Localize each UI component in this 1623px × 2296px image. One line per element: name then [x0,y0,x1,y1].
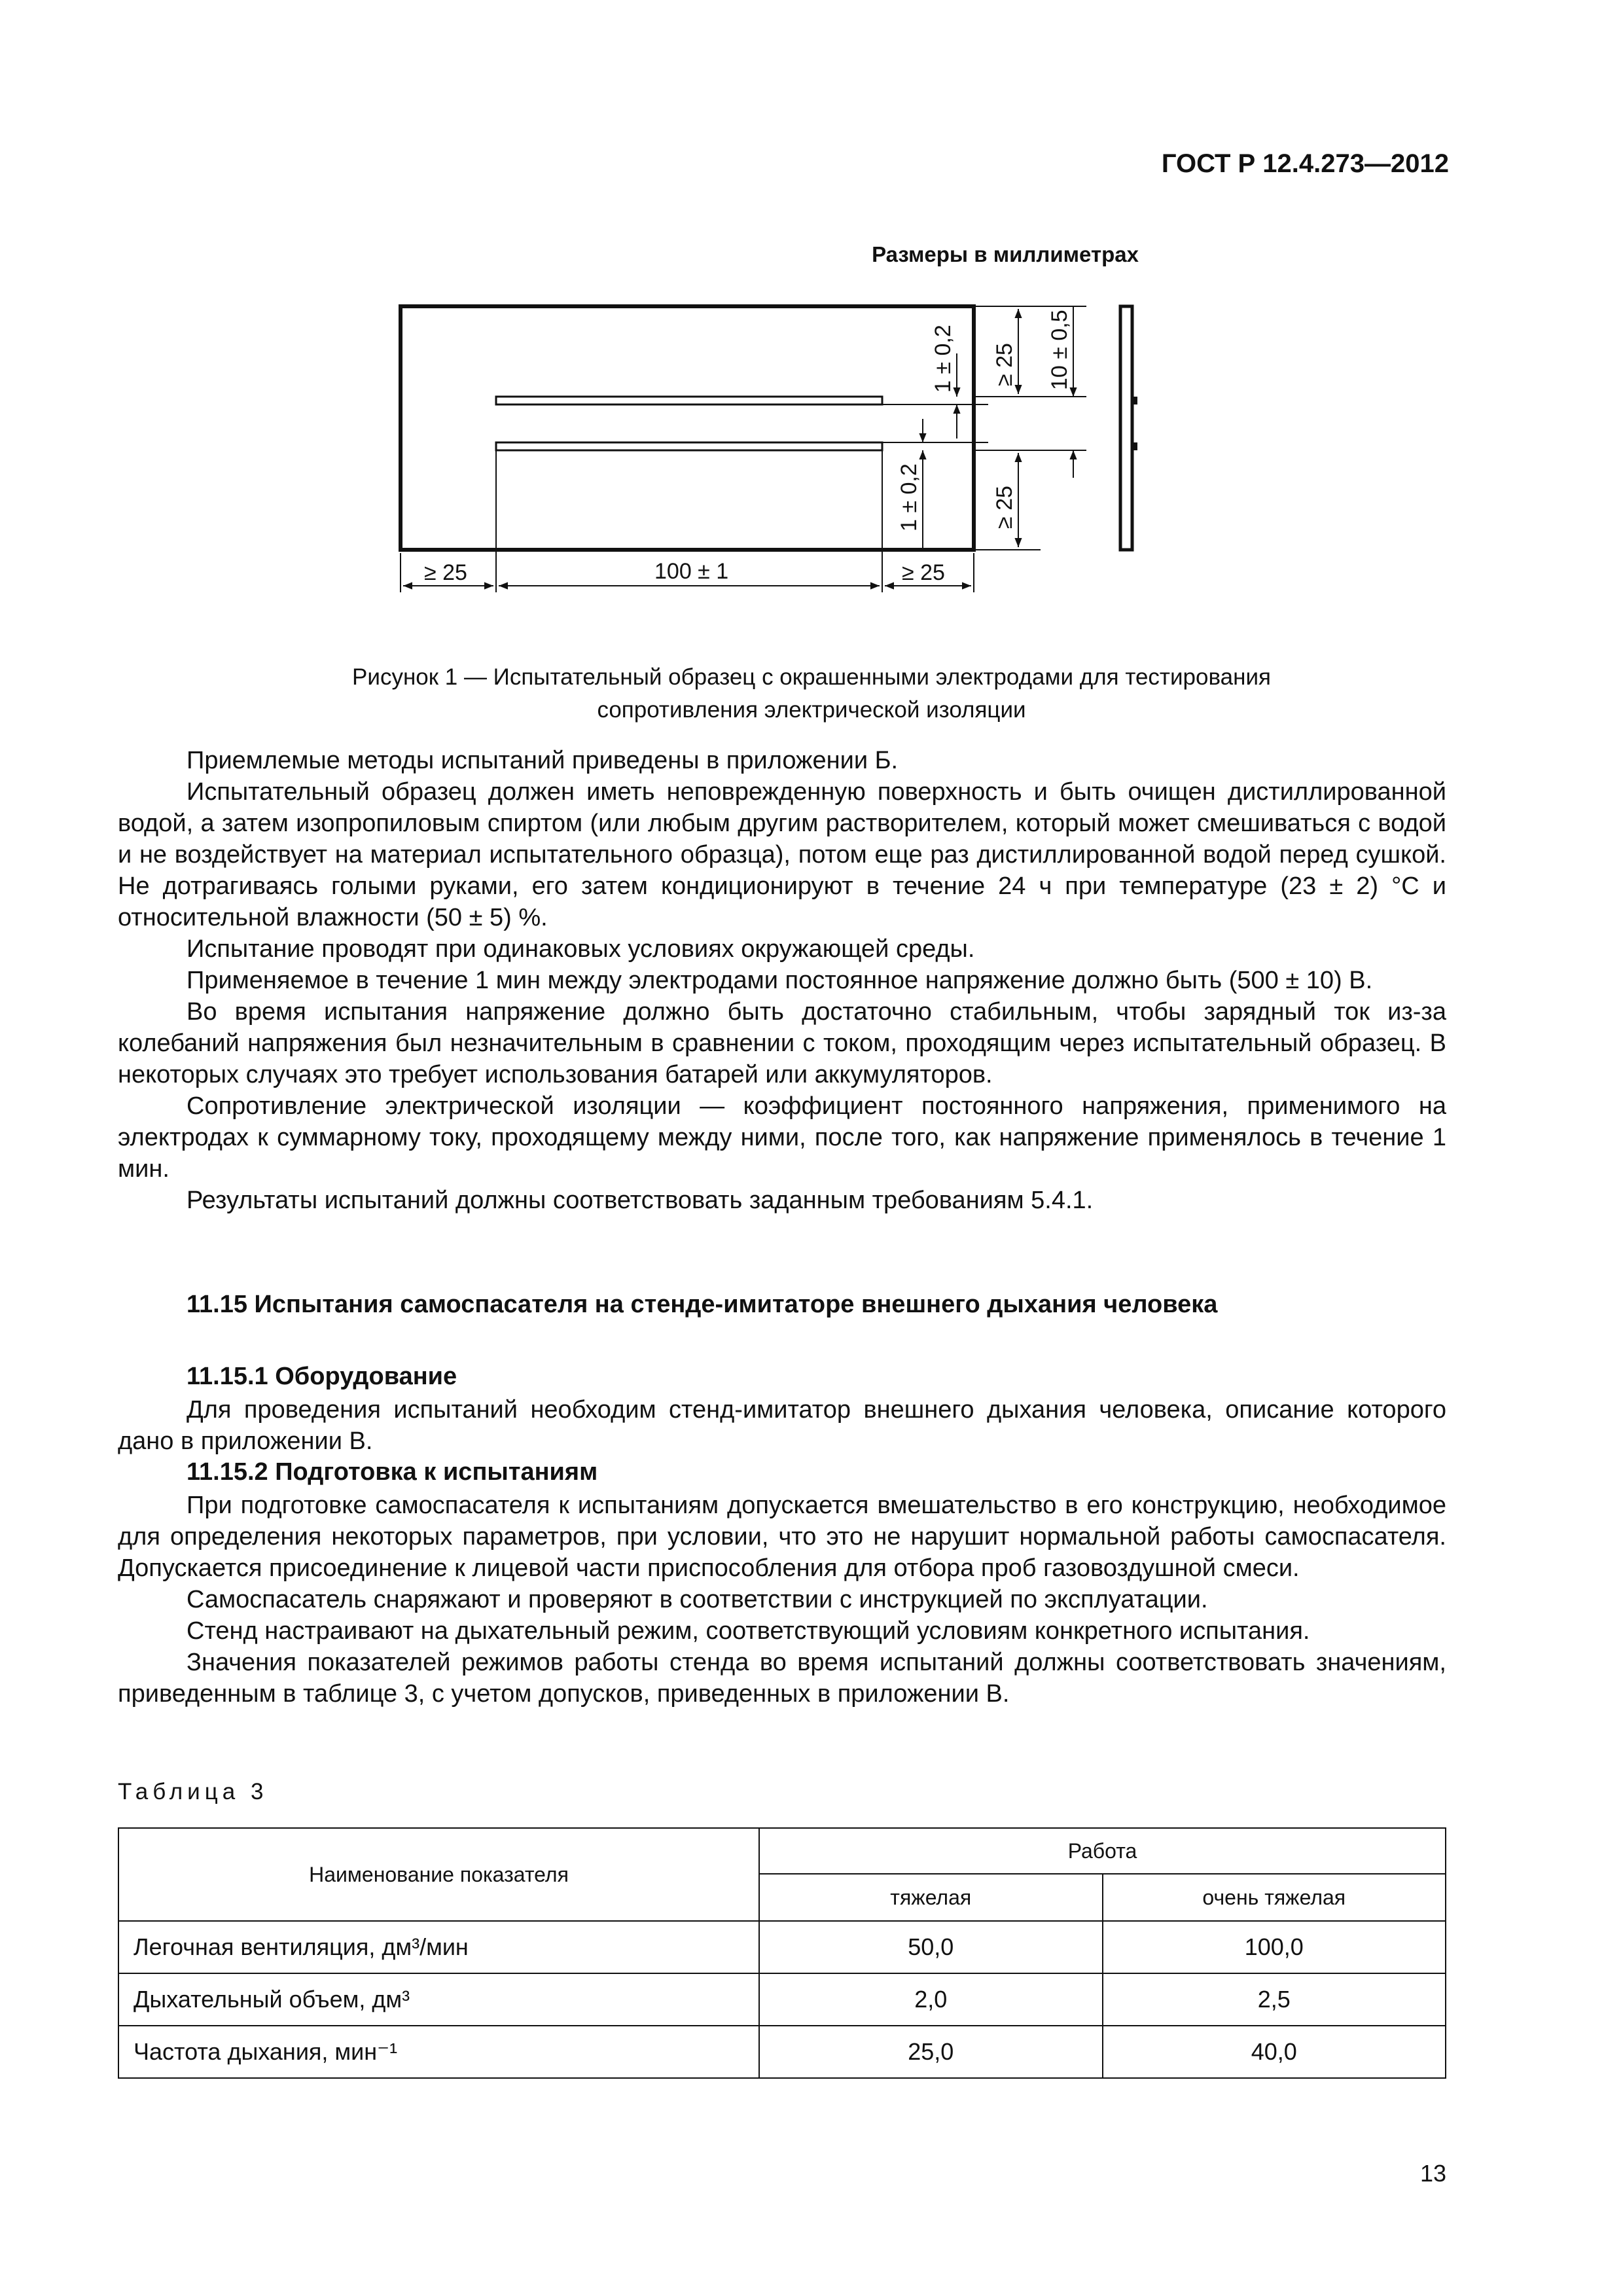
body-text-methods [118,745,1446,1216]
electrode-bottom [496,442,882,450]
dim-gap-top-label: 1 ± 0,2 [931,325,955,393]
subsection-text-11-15-2 [118,1490,1446,1710]
header-very-heavy: очень тяжелая [1103,1874,1446,1921]
paragraph: Результаты испытаний должны соответствовать заданным требованиям 5.4.1. [187,1187,1094,1214]
paragraph: Испытательный образец должен иметь неповрежденную поверхность и быть очищен дистиллированной водой, а затем изопропиловым спиртом (или любым другим растворителем, который может смешиваться с водой и не воздействует на материал испытательного образца), потом еще раз дистиллированной водой перед сушкой. Не дотрагиваясь голыми руками, его затем кондиционируют в течение 24 ч при температуре (23 ± 2) °С и относительной влажности (50 ± 5) %. [118,778,1446,931]
table-row [118,1921,1446,1973]
specimen-drawing [0,0,1623,655]
row-heavy-value: 25,0 [759,2026,1102,2078]
row-name: Дыхательный объем, дм³ [118,1973,759,2026]
paragraph: Применяемое в течение 1 мин между электродами постоянное напряжение должно быть (500 ± 10) В. [187,967,1373,994]
dim-edge-top-label: ≥ 25 [992,343,1017,386]
dim-margin-left-label: ≥ 25 [424,560,467,585]
header-heavy: тяжелая [759,1874,1102,1921]
dim-electrode-width-label: 10 ± 0,5 [1047,310,1072,390]
paragraph: Во время испытания напряжение должно быть достаточно стабильным, чтобы зарядный ток из-за колебаний напряжения был незначительным в сравнении с током, проходящим через испытательный образец. В некоторых случаях это требует использования батарей или аккумуляторов. [118,998,1446,1088]
paragraph: При подготовке самоспасателя к испытаниям допускается вмешательство в его конструкцию, необходимое для определения некоторых параметров, при условии, что это не нарушит нормальной работы самоспасателя. Допускается присоединение к лицевой части приспособления для отбора проб газовоздушной смеси. [118,1492,1446,1582]
subsection-heading-11-15-2: 11.15.2 Подготовка к испытаниям [187,1458,598,1486]
section-heading-11-15: 11.15 Испытания самоспасателя на стенде-имитаторе внешнего дыхания человека [187,1291,1218,1318]
table-3 [118,1827,1446,2079]
subsection-heading-11-15-1: 11.15.1 Оборудование [187,1363,457,1390]
row-name: Легочная вентиляция, дм³/мин [118,1921,759,1973]
document-header: ГОСТ Р 12.4.273—2012 [1161,149,1449,178]
paragraph: Значения показателей режимов работы стенда во время испытаний должны соответствовать значениям, приведенным в таблице 3, с учетом допусков, приведенных в приложении В. [118,1649,1446,1708]
row-heavy-value: 2,0 [759,1973,1102,2026]
subsection-text-11-15-1 [118,1394,1446,1457]
dim-electrode-length-label: 100 ± 1 [654,559,729,584]
row-very-heavy-value: 40,0 [1103,2026,1446,2078]
side-electrode-bottom [1132,442,1137,450]
table-caption: Таблица 3 [118,1779,268,1804]
dim-gap-bottom-label: 1 ± 0,2 [897,463,921,531]
row-name: Частота дыхания, мин⁻¹ [118,2026,759,2078]
figure-units-note: Размеры в миллиметрах [872,242,1139,266]
paragraph: Стенд настраивают на дыхательный режим, соответствующий условиям конкретного испытания. [187,1617,1310,1645]
page-number: 13 [1419,2160,1446,2187]
paragraph: Испытание проводят при одинаковых условиях окружающей среды. [187,935,975,963]
row-very-heavy-value: 2,5 [1103,1973,1446,2026]
side-electrode-top [1132,397,1137,404]
row-heavy-value: 50,0 [759,1921,1102,1973]
electrode-top [496,397,882,404]
paragraph: Для проведения испытаний необходим стенд-имитатор внешнего дыхания человека, описание которого дано в приложении В. [118,1396,1446,1455]
header-indicator-name: Наименование показателя [118,1828,759,1921]
paragraph: Самоспасатель снаряжают и проверяют в соответствии с инструкцией по эксплуатации. [187,1586,1208,1613]
side-view [1120,306,1132,550]
specimen-plate [401,306,974,550]
table-row [118,2026,1446,2078]
header-work: Работа [759,1828,1446,1874]
dim-edge-bottom-label: ≥ 25 [992,486,1017,529]
paragraph: Приемлемые методы испытаний приведены в приложении Б. [187,747,899,774]
dim-margin-right-label: ≥ 25 [902,560,945,585]
row-very-heavy-value: 100,0 [1103,1921,1446,1973]
paragraph: Сопротивление электрической изоляции — коэффициент постоянного напряжения, применимого на электродах к суммарному току, проходящему между ними, после того, как напряжение применялось в течение 1 мин. [118,1092,1446,1183]
figure-caption: Рисунок 1 — Испытательный образец с окрашенными электродами для тестирования сопротивления электрической изоляции [352,664,1271,723]
table-row [118,1973,1446,2026]
